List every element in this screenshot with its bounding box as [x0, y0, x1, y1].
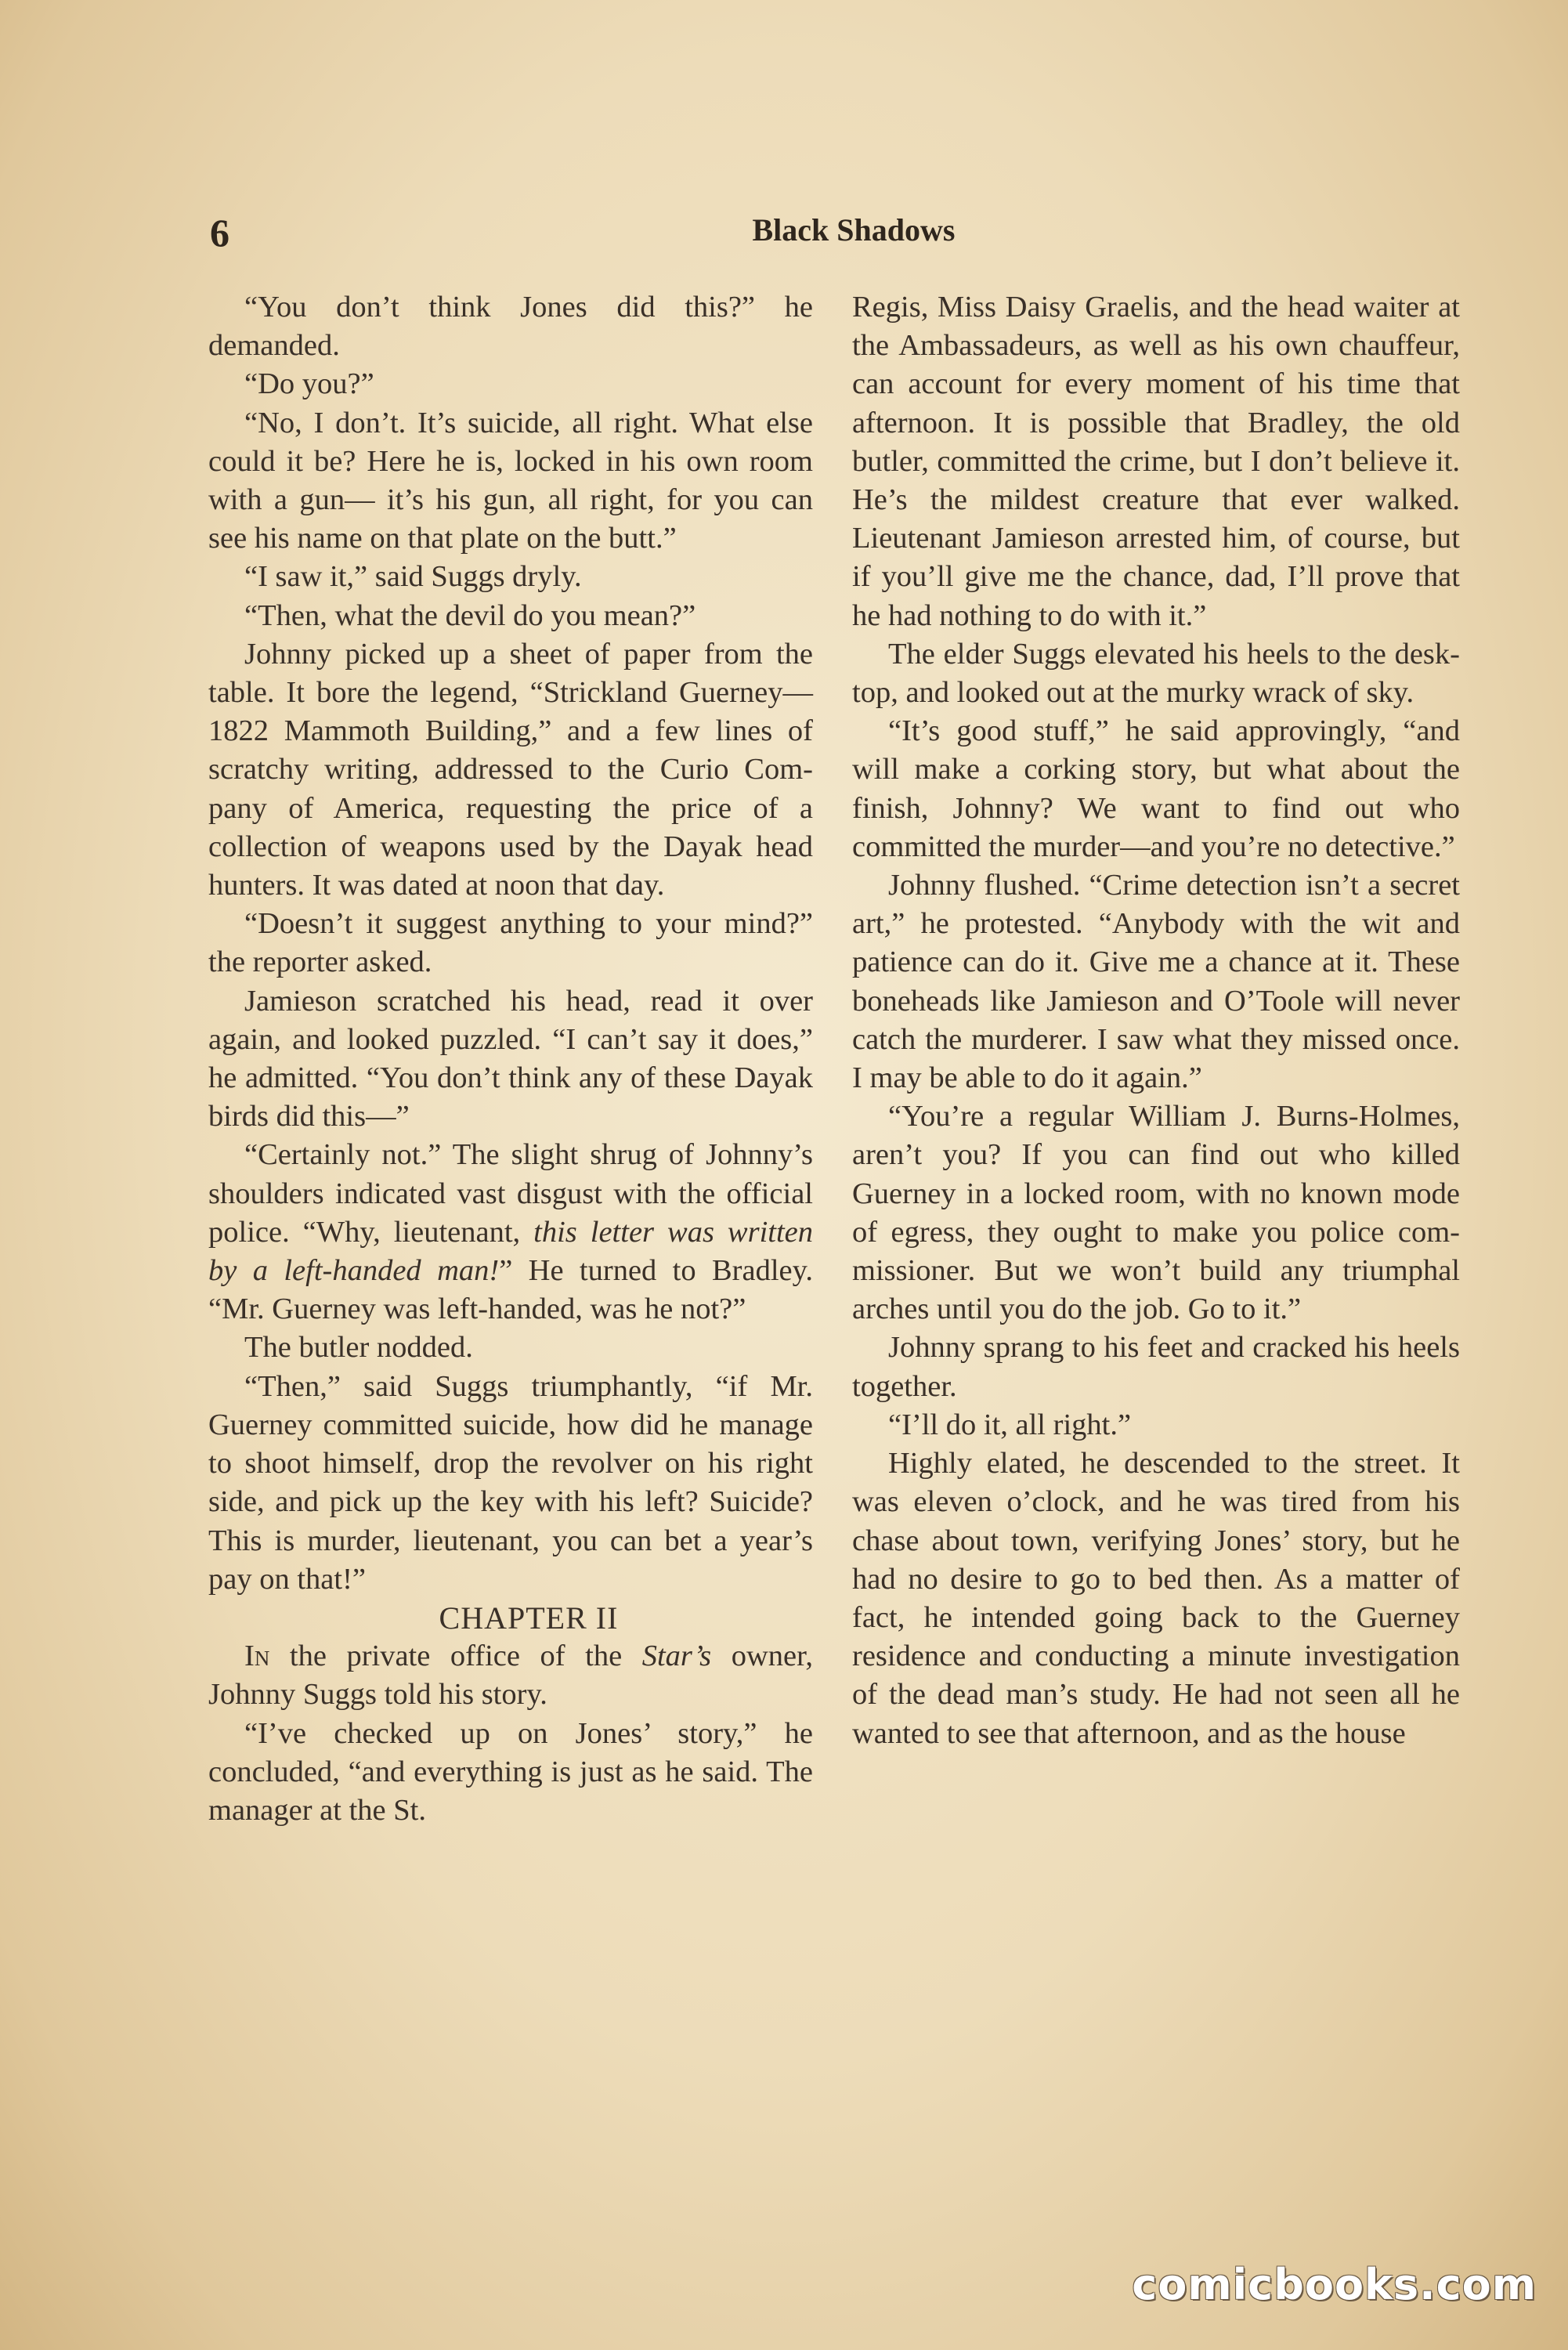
text-run: “Certainly not.” The slight shrug of Johnny’s shoulders indicated vast disgust with the official police. “Why, lieutenant,: [208, 1138, 813, 1249]
text-run: the private office of the: [289, 1640, 623, 1673]
paragraph: Johnny flushed. “Crime detection isn’t a secret art,” he protested. “Anybody with the wit and patience can do it. Give me a chance at it. These boneheads like Jamieson and O’Toole will never catch the murderer. I saw what they missed once. I may be able to do it again.”: [852, 869, 1460, 1095]
left-column: [208, 288, 813, 1830]
paragraph: “Do you?”: [244, 367, 374, 401]
drop-word: In: [244, 1640, 270, 1673]
paragraph: Highly elated, he descended to the street. It was eleven o’clock, and he was tired from his chase about town, verifying Jones’ story, but he had no desire to go to bed then. As a matter of fact, he intended going back to the Guerney residence and conducting a minute investigation of the dead man’s study. He had not seen all he wanted to see that afternoon, and as the house: [852, 1447, 1460, 1750]
paragraph: The butler nodded.: [244, 1331, 473, 1365]
watermark: comicbooks.com: [1132, 2260, 1537, 2309]
paragraph: Regis, Miss Daisy Graelis, and the head waiter at the Ambassadeurs, as well as his own chauffeur, can account for every moment of his time that afternoon. It is possible that Bradley, the old butler, committed the crime, but I don’t believe it. He’s the mildest creature that ever walked. Lieutenant Jamieson arrested him, of course, but if you’ll give me the chance, dad, I’ll prove that he had nothing to do with it.”: [852, 291, 1460, 632]
paragraph: “You don’t think Jones did this?” he demanded.: [208, 291, 813, 363]
paragraph: [208, 1136, 813, 1329]
text-run: owner, Johnny Suggs told his story.: [208, 1640, 813, 1712]
running-title: Black Shadows: [752, 212, 956, 248]
paragraph: “Doesn’t it suggest anything to your mind?” the reporter asked.: [208, 907, 813, 979]
paragraph: “I saw it,” said Suggs dryly.: [244, 560, 582, 594]
chapter-heading: CHAPTER II: [439, 1600, 619, 1636]
italic-text: this letter was written by a left-handed man!: [208, 1215, 814, 1288]
paragraph: [208, 1637, 813, 1714]
paragraph: “Then, what the devil do you mean?”: [244, 598, 696, 632]
paragraph: “It’s good stuff,” he said approvingly, “and will make a corking story, but what about the finish, Johnny? We want to find out who committed the murder—and you’re no detective.”: [852, 714, 1460, 863]
paragraph: Jamieson scratched his head, read it over again, and looked puzzled. “I can’t say it does,” he admitted. “You don’t think any of these Dayak birds did this—”: [208, 984, 813, 1133]
paragraph: “No, I don’t. It’s suicide, all right. What else could it be? Here he is, locked in his own room with a gun— it’s his gun, all right, for you can see his name on that plate on the butt.”: [208, 406, 813, 555]
paragraph: “I’ll do it, all right.”: [888, 1408, 1132, 1441]
italic-text: Star’s: [641, 1640, 712, 1673]
text-run: ” He turned to Bradley. “Mr. Guerney was left-handed, was he not?”: [208, 1254, 813, 1326]
page-number: 6: [210, 211, 229, 255]
paragraph: Johnny picked up a sheet of paper from the table. It bore the legend, “Strickland Guerney—1822 Mammoth Building,” and a few lines of scratchy writing, addressed to the Curio Company of America, requesting the price of a collection of weapons used by the Dayak head hunters. It was dated at noon that day.: [208, 637, 813, 902]
paragraph: “Then,” said Suggs triumphantly, “if Mr. Guerney committed suicide, how did he manage to shoot himself, drop the revolver on his right side, and pick up the key with his left? Suicide? This is murder, lieutenant, you can bet a year’s pay on that!”: [208, 1369, 813, 1596]
right-column: [852, 288, 1460, 1753]
paragraph: “I’ve checked up on Jones’ story,” he concluded, “and everything is just as he said. The manager at the St.: [208, 1716, 813, 1827]
paragraph: “You’re a regular William J. Burns-Holmes, aren’t you? If you can find out who killed Guerney in a locked room, with no known mode of egress, they ought to make you police commissioner. But we won’t build any triumphal arches until you do the job. Go to it.”: [852, 1100, 1460, 1326]
paragraph: Johnny sprang to his feet and cracked his heels together.: [852, 1331, 1460, 1403]
paragraph: The elder Suggs elevated his heels to the desk-top, and looked out at the murky wrack of sky.: [852, 637, 1460, 710]
